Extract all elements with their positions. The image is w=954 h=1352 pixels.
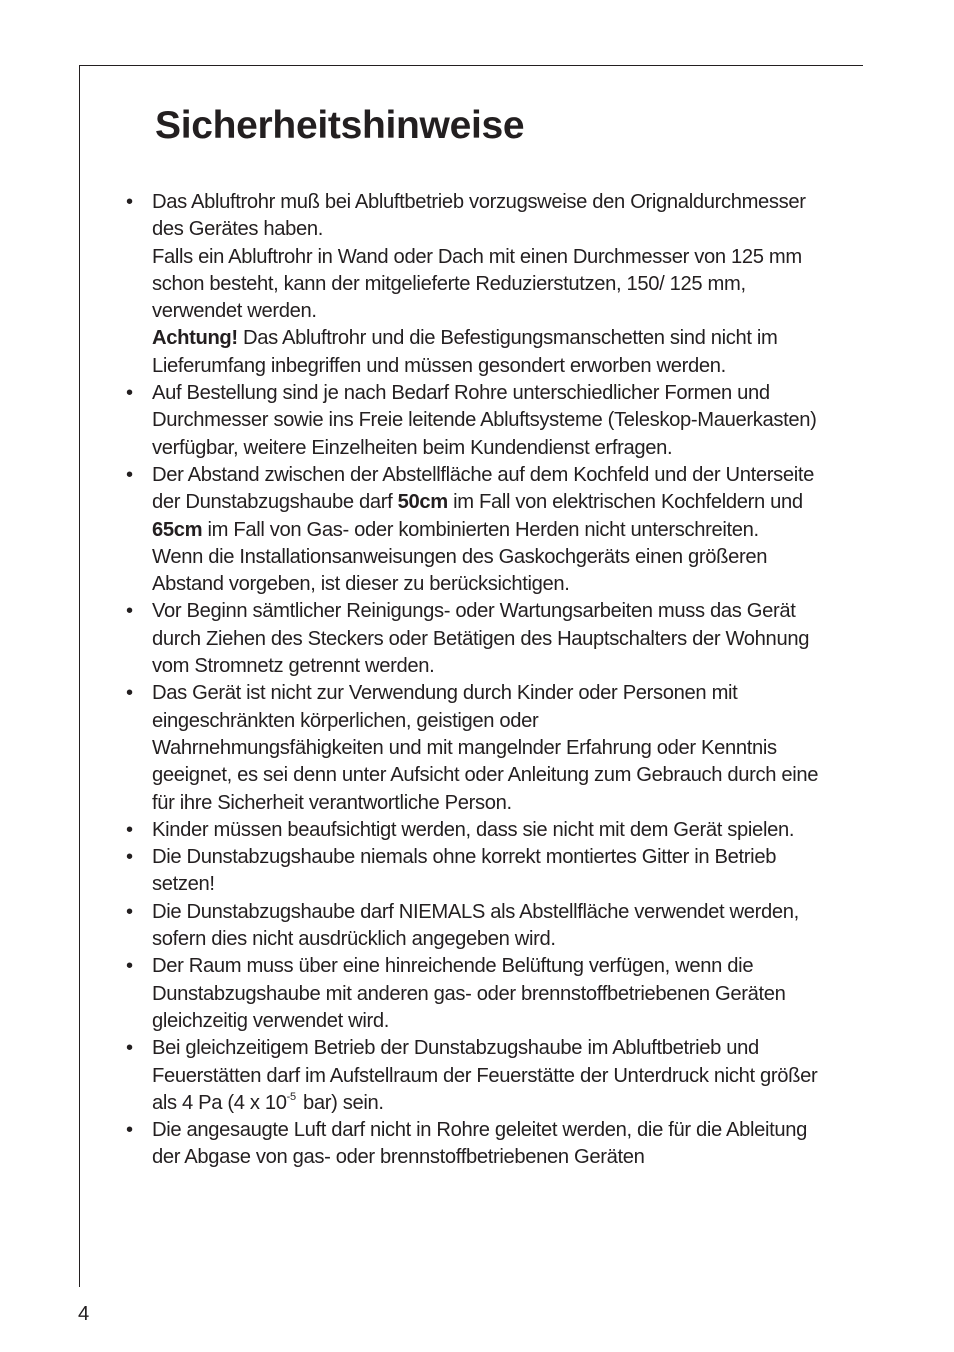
warning-label: Achtung! bbox=[152, 327, 238, 350]
list-item bbox=[126, 1035, 836, 1117]
item-text: Der Raum muss über eine hinreichende Belüftung verfügen, wenn die Dunstabzugshaube mit anderen gas- oder brennstoffbetriebenen Geräten gleichzeitig verwendet wird. bbox=[152, 955, 786, 1032]
safety-notes-list bbox=[126, 189, 836, 1172]
item-text: eingeschränkten körperlichen, geistigen oder bbox=[152, 709, 539, 732]
bullet: • bbox=[126, 600, 133, 623]
bullet: • bbox=[126, 1119, 133, 1142]
page-title: Sicherheitshinweise bbox=[155, 104, 525, 147]
item-text: Der Abstand zwischen der Abstellfläche auf dem Kochfeld und der Unterseite der Dunstabzugshaube darf 50cm im Fall von elektrischen Kochfeldern und 65cm im Fall von Gas- oder kombinierten Herden nicht unterschreiten. bbox=[152, 463, 814, 541]
left-border-rule bbox=[79, 65, 80, 1287]
list-item bbox=[126, 462, 836, 598]
list-item bbox=[126, 817, 836, 844]
item-text: Die angesaugte Luft darf nicht in Rohre geleitet werden, die für die Ableitung der Abgase von gas- oder brennstoffbetriebenen Geräten bbox=[152, 1119, 808, 1169]
bullet: • bbox=[126, 846, 133, 869]
bullet: • bbox=[126, 900, 133, 923]
item-text: Das Abluftrohr muß bei Abluftbetrieb vorzugsweise den Orignaldurchmesser des Gerätes haben. bbox=[152, 191, 806, 241]
list-item bbox=[126, 598, 836, 680]
item-text: Das Gerät ist nicht zur Verwendung durch Kinder oder Personen mit bbox=[152, 682, 738, 705]
item-text: Die Dunstabzugshaube niemals ohne korrekt montiertes Gitter in Betrieb setzen! bbox=[152, 846, 777, 896]
item-text: Achtung! Das Abluftrohr und die Befestigungsmanschetten sind nicht im Lieferumfang inbegriffen und müssen gesondert erworben werden. bbox=[152, 327, 778, 377]
list-item bbox=[126, 899, 836, 954]
distance-electric: 50cm bbox=[397, 491, 448, 514]
exponent: -5 bbox=[286, 1090, 296, 1103]
list-item bbox=[126, 1117, 836, 1172]
distance-gas: 65cm bbox=[152, 518, 203, 541]
list-item bbox=[126, 680, 836, 816]
bullet: • bbox=[126, 382, 133, 405]
bullet: • bbox=[126, 682, 133, 705]
item-text: Auf Bestellung sind je nach Bedarf Rohre unterschiedlicher Formen und Durchmesser sowie ins Freie leitende Abluftsysteme (Teleskop-Mauerkasten) verfügbar, weitere Einzelheiten beim Kundendienst erfragen. bbox=[152, 382, 817, 459]
item-text: Wahrnehmungsfähigkeiten und mit mangelnder Erfahrung oder Kenntnis geeignet, es sei denn unter Aufsicht oder Anleitung zum Gebrauch durch eine für ihre Sicherheit verantwortliche Person. bbox=[152, 736, 819, 814]
top-border-rule bbox=[79, 65, 863, 66]
list-item bbox=[126, 844, 836, 899]
item-text: Bei gleichzeitigem Betrieb der Dunstabzugshaube im Abluftbetrieb und Feuerstätten darf im Aufstellraum der Feuerstätte der Unterdruck nicht größer als 4 Pa (4 x $10^{-5}$ bar) sein. bbox=[152, 1037, 818, 1114]
bullet: • bbox=[126, 463, 133, 486]
bullet: • bbox=[126, 818, 133, 841]
page-number: 4 bbox=[78, 1303, 90, 1325]
list-item bbox=[126, 953, 836, 1035]
item-text: Wenn die Installationsanweisungen des Gaskochgeräts einen größeren Abstand vorgeben, ist dieser zu berücksichtigen. bbox=[152, 545, 768, 596]
list-item bbox=[126, 189, 836, 380]
bullet: • bbox=[126, 191, 133, 213]
bullet: • bbox=[126, 955, 133, 978]
item-text: Kinder müssen beaufsichtigt werden, dass sie nicht mit dem Gerät spielen. bbox=[152, 818, 795, 841]
item-text: Falls ein Abluftrohr in Wand oder Dach mit einen Durchmesser von 125 mm schon besteht, kann der mitgelieferte Reduzierstutzen, 150/ 125 mm, verwendet werden. bbox=[152, 245, 802, 323]
item-text: Die Dunstabzugshaube darf NIEMALS als Abstellfläche verwendet werden, sofern dies nicht ausdrücklich angegeben wird. bbox=[152, 900, 799, 951]
bullet: • bbox=[126, 1037, 133, 1060]
list-item bbox=[126, 380, 836, 462]
item-text: Vor Beginn sämtlicher Reinigungs- oder Wartungsarbeiten muss das Gerät durch Ziehen des Steckers oder Betätigen des Hauptschalters der Wohnung vom Stromnetz getrennt werden. bbox=[152, 600, 810, 678]
